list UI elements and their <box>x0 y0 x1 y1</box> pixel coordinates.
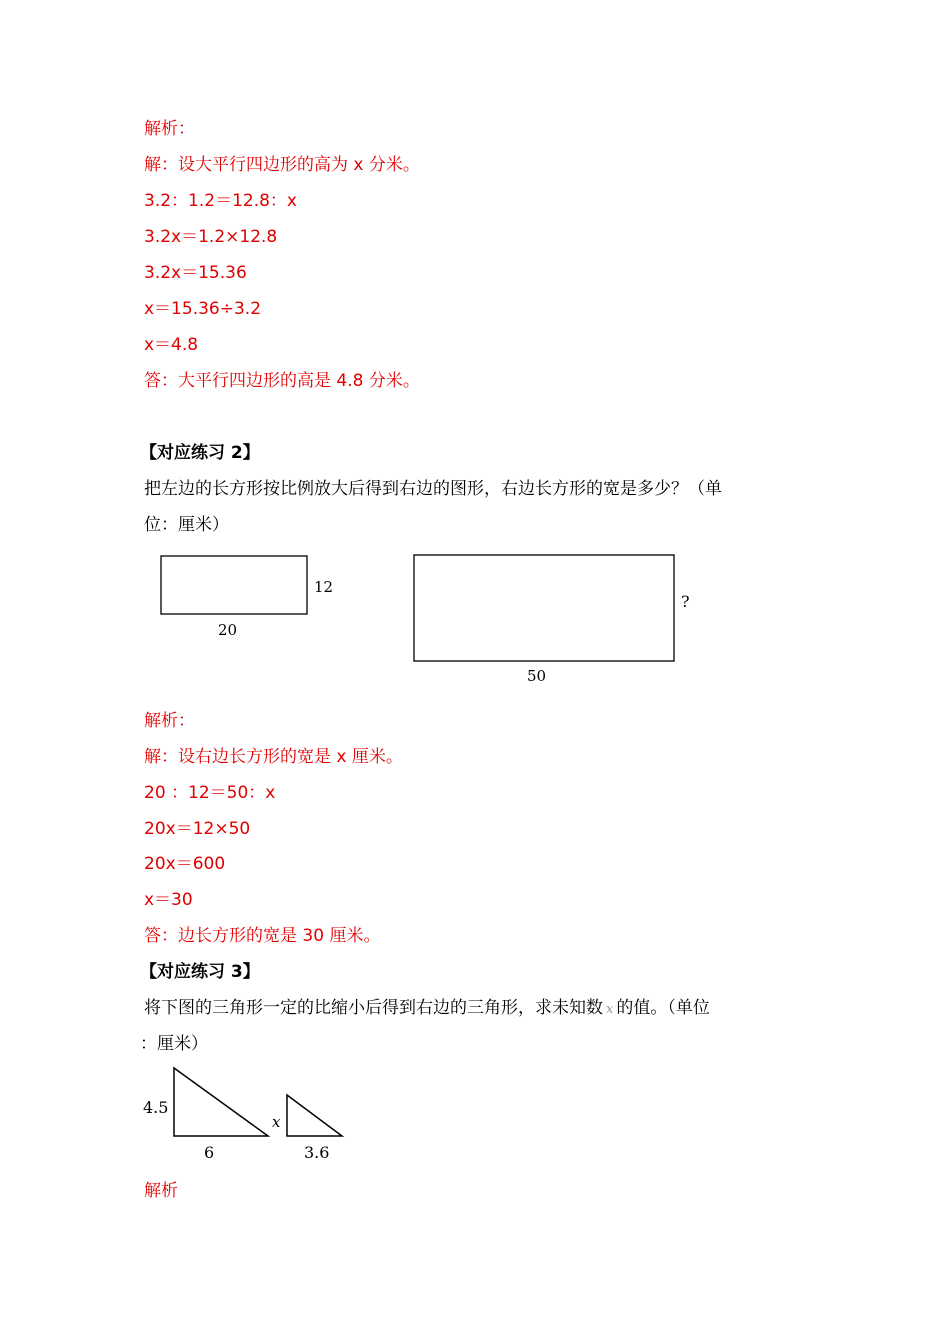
small-height-label: x <box>272 1113 281 1131</box>
large-rectangle <box>414 555 674 661</box>
solution-line: x＝30 <box>144 890 193 910</box>
solution-line: x＝4.8 <box>144 335 199 355</box>
rectangles-figure <box>140 545 720 690</box>
small-rectangle <box>161 556 307 614</box>
solution-line: 解：设大平行四边形的高为 x 分米。 <box>144 155 420 175</box>
triangles-figure <box>140 1062 360 1162</box>
small-length-label: 20 <box>218 621 238 639</box>
small-width-label: 12 <box>314 578 334 596</box>
large-width-label: ? <box>681 592 690 611</box>
exercise-3-question-cont: ：厘米） <box>140 1034 208 1054</box>
solution-line: 3.2x＝1.2×12.8 <box>144 227 278 247</box>
small-triangle <box>287 1095 342 1136</box>
analysis-label-3: 解析 <box>144 1181 178 1201</box>
big-base-label: 6 <box>204 1143 215 1162</box>
solution-line: 20x＝12×50 <box>144 819 251 839</box>
exercise-2-question: 把左边的长方形按比例放大后得到右边的图形，右边长方形的宽是多少？（单 <box>144 479 722 499</box>
analysis-label-2: 解析： <box>144 711 195 731</box>
solution-line: 3.2：1.2＝12.8：x <box>144 191 297 211</box>
solution-line: 解：设右边长方形的宽是 x 厘米。 <box>144 747 403 767</box>
large-length-label: 50 <box>527 667 547 685</box>
solution-line: 20x＝600 <box>144 854 226 874</box>
question-text-cont: 的值。（单位 <box>616 998 710 1018</box>
exercise-3-question <box>144 997 710 1021</box>
solution-line: 20 ：12＝50：x <box>144 783 276 803</box>
exercise-2-question-cont: 位：厘米） <box>144 515 229 535</box>
solution-line: x＝15.36÷3.2 <box>144 299 262 319</box>
answer-line: 答：大平行四边形的高是 4.8 分米。 <box>144 371 420 391</box>
solution-line: 3.2x＝15.36 <box>144 263 247 283</box>
exercise-2-title: 【对应练习 2】 <box>140 443 260 463</box>
question-text: 将下图的三角形一定的比缩小后得到右边的三角形，求未知数 <box>144 998 603 1018</box>
small-base-label: 3.6 <box>304 1143 330 1162</box>
large-triangle <box>174 1068 268 1136</box>
exercise-3-title: 【对应练习 3】 <box>140 962 260 982</box>
variable-x: x <box>606 1002 614 1017</box>
answer-line: 答：边长方形的宽是 30 厘米。 <box>144 926 381 946</box>
analysis-label-1: 解析： <box>144 119 195 139</box>
big-height-label: 4.5 <box>143 1098 169 1117</box>
